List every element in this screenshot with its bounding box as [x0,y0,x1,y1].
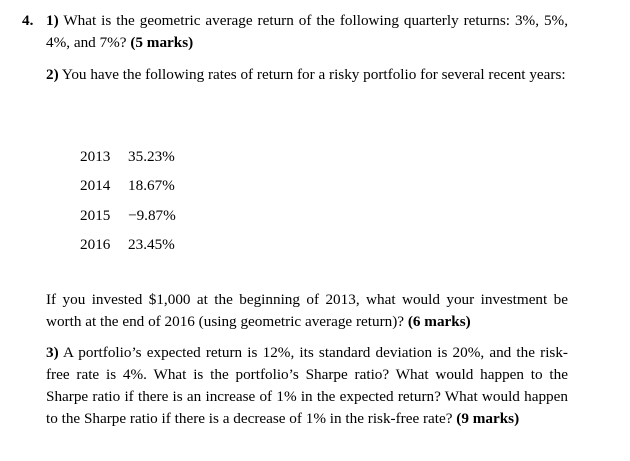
part-1-label: 1) [46,12,59,29]
year-cell: 2016 [80,236,111,254]
question-part-2-intro [46,64,568,86]
part-3-marks: (9 marks) [456,410,520,427]
table-row [80,172,208,202]
part-2-label: 2) [46,66,59,83]
year-cell: 2015 [80,206,111,224]
part-2-marks: (6 marks) [407,313,471,330]
question-part-3 [46,342,568,430]
return-cell: 23.45% [128,236,175,254]
part-2-intro-text: You have the following rates of return for a risky portfolio for several recent years: [61,66,566,83]
return-cell: 35.23% [128,147,175,165]
question-number: 4. [22,12,34,29]
return-cell: −9.87% [128,206,176,224]
part-3-paragraph [46,342,568,430]
part-1-text: What is the geometric average return of the following quarterly returns: 3%, 5%, 4%, and 7%? [46,12,568,51]
table-row [80,231,208,261]
year-cell: 2013 [80,147,111,165]
question-part-1 [46,10,568,54]
part-3-label: 3) [46,344,59,361]
table-row [80,142,208,172]
table-row [80,201,208,231]
question-part-2-followup [46,289,568,333]
part-1-marks: (5 marks) [130,34,194,51]
return-cell: 18.67% [128,177,175,195]
part-2-followup-text: If you invested $1,000 at the beginning of 2013, what would your investment be worth at the end of 2016 (using geometric average return)? [46,291,568,330]
year-cell: 2014 [80,177,111,195]
part-3-text: A portfolio’s expected return is 12%, its standard deviation is 20%, and the risk-free rate is 4%. What is the portfolio’s Sharpe ratio? What would happen to the Sharpe ratio if there is an increase of 1% in the expected return? What would happen to the Sharpe ratio if there is a decrease of 1% in the risk-free rate? [46,344,568,427]
returns-table [80,142,208,260]
part-2-followup-paragraph [46,289,568,333]
